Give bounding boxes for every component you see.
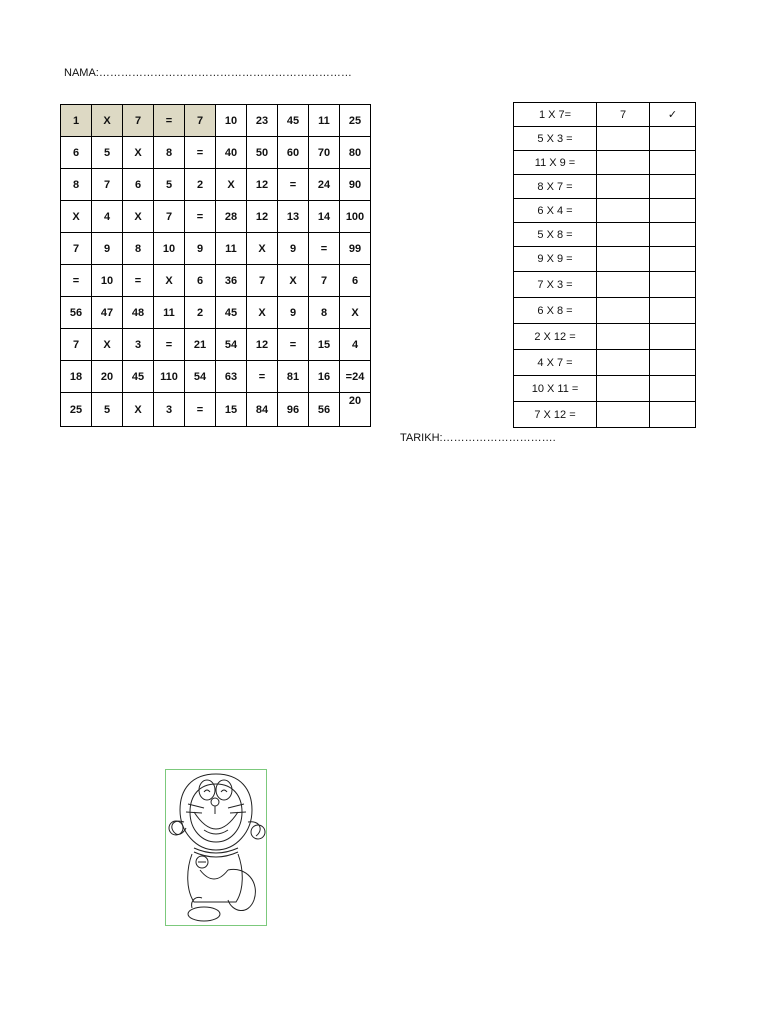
grid-cell: 90 <box>340 169 371 201</box>
quiz-answer-cell[interactable]: 7 <box>597 103 650 127</box>
grid-cell: 99 <box>340 233 371 265</box>
quiz-row <box>514 223 696 247</box>
grid-cell: = <box>154 329 185 361</box>
grid-cell: 6 <box>185 265 216 297</box>
grid-cell: =24 <box>340 361 371 393</box>
grid-row <box>61 265 371 297</box>
grid-cell: = <box>309 233 340 265</box>
grid-cell: X <box>61 201 92 233</box>
grid-cell: 20 <box>92 361 123 393</box>
quiz-answer-cell[interactable] <box>597 402 650 428</box>
grid-cell: 9 <box>185 233 216 265</box>
quiz-answer-cell[interactable] <box>597 247 650 272</box>
grid-row <box>61 137 371 169</box>
grid-cell: 7 <box>123 105 154 137</box>
grid-cell: 54 <box>185 361 216 393</box>
grid-cell: X <box>154 265 185 297</box>
grid-cell: 25 <box>340 105 371 137</box>
quiz-question: 1 X 7= <box>514 103 597 127</box>
grid-cell: = <box>123 265 154 297</box>
grid-cell: 13 <box>278 201 309 233</box>
quiz-row <box>514 199 696 223</box>
quiz-answer-cell[interactable] <box>597 127 650 151</box>
grid-cell: 15 <box>309 329 340 361</box>
quiz-row <box>514 247 696 272</box>
grid-cell: 6 <box>123 169 154 201</box>
grid-cell: 10 <box>92 265 123 297</box>
grid-cell: 56 <box>61 297 92 329</box>
grid-row <box>61 393 371 427</box>
grid-cell: X <box>247 233 278 265</box>
grid-row <box>61 361 371 393</box>
grid-cell: = <box>154 105 185 137</box>
grid-cell: 5 <box>92 137 123 169</box>
grid-cell: X <box>92 105 123 137</box>
grid-cell: = <box>61 265 92 297</box>
grid-cell: 60 <box>278 137 309 169</box>
multiplication-quiz-table <box>513 102 696 428</box>
quiz-check-cell[interactable] <box>650 199 696 223</box>
grid-cell: 10 <box>216 105 247 137</box>
quiz-check-cell[interactable] <box>650 272 696 298</box>
quiz-answer-cell[interactable] <box>597 272 650 298</box>
quiz-row <box>514 151 696 175</box>
grid-cell: 36 <box>216 265 247 297</box>
grid-cell: 80 <box>340 137 371 169</box>
quiz-row <box>514 350 696 376</box>
grid-cell: 45 <box>216 297 247 329</box>
grid-cell: X <box>340 297 371 329</box>
grid-cell: 9 <box>278 233 309 265</box>
grid-cell: 7 <box>61 329 92 361</box>
quiz-answer-cell[interactable] <box>597 223 650 247</box>
quiz-question: 8 X 7 = <box>514 175 597 199</box>
grid-cell: 12 <box>247 169 278 201</box>
grid-cell: X <box>278 265 309 297</box>
grid-cell: = <box>185 393 216 427</box>
grid-cell: 9 <box>92 233 123 265</box>
quiz-answer-cell[interactable] <box>597 298 650 324</box>
quiz-question: 6 X 4 = <box>514 199 597 223</box>
date-field-label: TARIKH:…………………………. <box>400 432 556 444</box>
quiz-check-cell[interactable]: ✓ <box>650 103 696 127</box>
grid-cell: 7 <box>247 265 278 297</box>
grid-cell: 15 <box>216 393 247 427</box>
grid-cell: 4 <box>340 329 371 361</box>
grid-cell: X <box>216 169 247 201</box>
grid-cell: 5 <box>154 169 185 201</box>
grid-cell: = <box>278 169 309 201</box>
grid-cell: 14 <box>309 201 340 233</box>
grid-cell: 1 <box>61 105 92 137</box>
grid-cell: 11 <box>216 233 247 265</box>
quiz-check-cell[interactable] <box>650 350 696 376</box>
grid-cell: 20 <box>340 393 371 427</box>
grid-row <box>61 169 371 201</box>
grid-cell: 28 <box>216 201 247 233</box>
grid-cell: 100 <box>340 201 371 233</box>
quiz-answer-cell[interactable] <box>597 151 650 175</box>
grid-cell: 50 <box>247 137 278 169</box>
grid-cell: X <box>123 393 154 427</box>
quiz-row <box>514 103 696 127</box>
grid-cell: 96 <box>278 393 309 427</box>
quiz-question: 10 X 11 = <box>514 376 597 402</box>
quiz-row <box>514 175 696 199</box>
grid-cell: 45 <box>123 361 154 393</box>
quiz-question: 5 X 8 = <box>514 223 597 247</box>
grid-cell: 23 <box>247 105 278 137</box>
grid-cell: 2 <box>185 297 216 329</box>
grid-cell: 7 <box>61 233 92 265</box>
name-field-label: NAMA:…………………………………………………………… <box>64 67 352 79</box>
grid-cell: 16 <box>309 361 340 393</box>
quiz-question: 7 X 3 = <box>514 272 597 298</box>
grid-cell: = <box>185 137 216 169</box>
grid-cell: = <box>278 329 309 361</box>
grid-cell: 84 <box>247 393 278 427</box>
grid-cell: 110 <box>154 361 185 393</box>
grid-cell: 54 <box>216 329 247 361</box>
quiz-row <box>514 402 696 428</box>
quiz-question: 5 X 3 = <box>514 127 597 151</box>
grid-cell: 8 <box>309 297 340 329</box>
grid-cell: 21 <box>185 329 216 361</box>
grid-cell: 4 <box>92 201 123 233</box>
grid-cell: 7 <box>185 105 216 137</box>
grid-cell: 63 <box>216 361 247 393</box>
grid-cell: 7 <box>92 169 123 201</box>
grid-row <box>61 329 371 361</box>
quiz-answer-cell[interactable] <box>597 376 650 402</box>
quiz-check-cell[interactable] <box>650 402 696 428</box>
quiz-answer-cell[interactable] <box>597 199 650 223</box>
grid-row <box>61 105 371 137</box>
grid-cell: X <box>123 137 154 169</box>
grid-cell: 24 <box>309 169 340 201</box>
quiz-row <box>514 324 696 350</box>
grid-cell: X <box>92 329 123 361</box>
grid-cell: 3 <box>154 393 185 427</box>
grid-cell: 18 <box>61 361 92 393</box>
grid-cell: 11 <box>309 105 340 137</box>
quiz-question: 2 X 12 = <box>514 324 597 350</box>
quiz-question: 6 X 8 = <box>514 298 597 324</box>
quiz-check-cell[interactable] <box>650 247 696 272</box>
grid-row <box>61 297 371 329</box>
quiz-row <box>514 376 696 402</box>
grid-cell: 25 <box>61 393 92 427</box>
grid-cell: 12 <box>247 329 278 361</box>
grid-cell: 81 <box>278 361 309 393</box>
grid-cell: 56 <box>309 393 340 427</box>
grid-cell: 10 <box>154 233 185 265</box>
quiz-row <box>514 272 696 298</box>
grid-cell: 40 <box>216 137 247 169</box>
grid-cell: 48 <box>123 297 154 329</box>
quiz-check-cell[interactable] <box>650 376 696 402</box>
grid-row <box>61 201 371 233</box>
grid-cell: 5 <box>92 393 123 427</box>
grid-cell: 6 <box>61 137 92 169</box>
quiz-question: 7 X 12 = <box>514 402 597 428</box>
quiz-answer-cell[interactable] <box>597 324 650 350</box>
grid-cell: X <box>247 297 278 329</box>
grid-cell: X <box>123 201 154 233</box>
quiz-check-cell[interactable] <box>650 175 696 199</box>
quiz-question: 9 X 9 = <box>514 247 597 272</box>
quiz-check-cell[interactable] <box>650 298 696 324</box>
grid-cell: 2 <box>185 169 216 201</box>
quiz-check-cell[interactable] <box>650 324 696 350</box>
quiz-answer-cell[interactable] <box>597 350 650 376</box>
grid-cell: 47 <box>92 297 123 329</box>
grid-row <box>61 233 371 265</box>
quiz-row <box>514 127 696 151</box>
quiz-row <box>514 298 696 324</box>
grid-cell: 3 <box>123 329 154 361</box>
grid-cell: 70 <box>309 137 340 169</box>
doraemon-cartoon-icon <box>165 769 267 926</box>
grid-cell: 11 <box>154 297 185 329</box>
grid-cell: = <box>185 201 216 233</box>
grid-cell: 8 <box>61 169 92 201</box>
grid-cell: 7 <box>309 265 340 297</box>
quiz-check-cell[interactable] <box>650 223 696 247</box>
quiz-question: 11 X 9 = <box>514 151 597 175</box>
number-search-grid <box>60 104 371 427</box>
grid-cell: 45 <box>278 105 309 137</box>
grid-cell: 8 <box>154 137 185 169</box>
quiz-answer-cell[interactable] <box>597 175 650 199</box>
grid-cell: 12 <box>247 201 278 233</box>
grid-cell: 7 <box>154 201 185 233</box>
grid-cell: 6 <box>340 265 371 297</box>
grid-cell: 8 <box>123 233 154 265</box>
quiz-check-cell[interactable] <box>650 127 696 151</box>
quiz-question: 4 X 7 = <box>514 350 597 376</box>
grid-cell: 9 <box>278 297 309 329</box>
grid-cell: = <box>247 361 278 393</box>
quiz-check-cell[interactable] <box>650 151 696 175</box>
